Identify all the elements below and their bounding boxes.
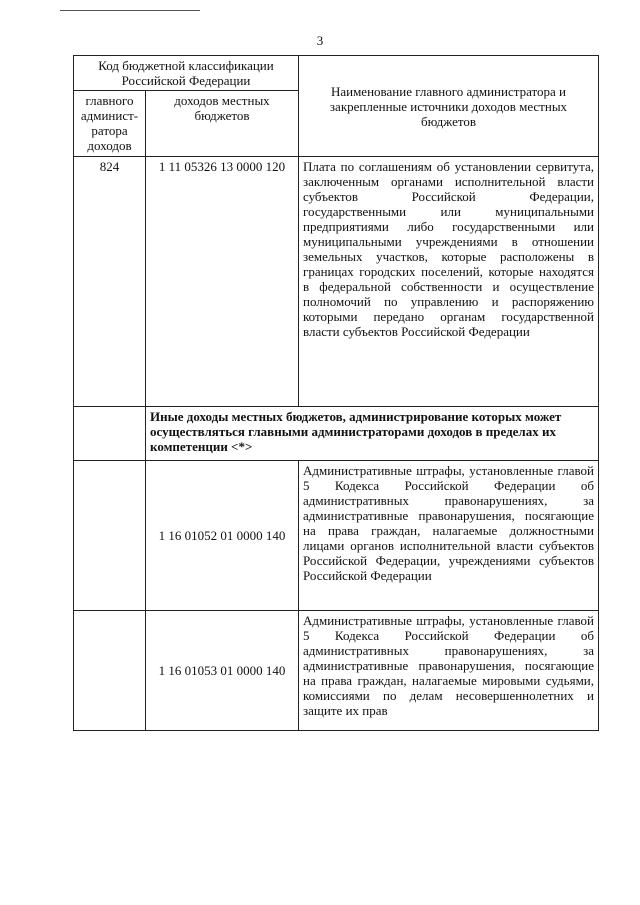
table-row <box>74 157 599 407</box>
budget-classification-table <box>73 55 599 731</box>
admin-code-cell <box>74 611 146 731</box>
admin-column-header: главного админист-ратора доходов <box>74 91 146 157</box>
description-cell: Административные штрафы, установленные главой 5 Кодекса Российской Федерации об административных правонарушениях, за административные правонарушения, посягающие на права граждан, налагаемые должностными лицами органов исполнительной власти субъектов Российской Федерации, учреждениями субъектов Российской Федерации <box>299 461 599 611</box>
admin-code-cell <box>74 461 146 611</box>
section-heading: Иные доходы местных бюджетов, администрирование которых может осуществляться главными администраторами доходов в пределах их компетенции <*> <box>146 407 599 461</box>
income-code-cell: 1 16 01053 01 0000 140 <box>146 611 299 731</box>
income-code-cell: 1 11 05326 13 0000 120 <box>146 157 299 407</box>
income-code-cell: 1 16 01052 01 0000 140 <box>146 461 299 611</box>
kbk-group-header: Код бюджетной классификации Российской Федерации <box>74 56 299 91</box>
section-heading-row <box>74 407 599 461</box>
table-row <box>74 611 599 731</box>
table-header-row <box>74 56 599 91</box>
page-number: 3 <box>316 33 324 48</box>
empty-cell <box>74 407 146 461</box>
name-column-header: Наименование главного администратора и закрепленные источники доходов местных бюджетов <box>299 56 599 157</box>
description-cell: Плата по соглашениям об установлении сервитута, заключенным органами исполнительной власти субъектов Российской Федерации, государственными или муниципальными предприятиями либо государственными или муниципальными учреждениями в отношении земельных участков, которые расположены в границах городских поселений, которые находятся в федеральной собственности и осуществление полномочий по управлению и распоряжению которыми передано органам государственной власти субъектов Российской Федерации <box>299 157 599 407</box>
description-cell: Административные штрафы, установленные главой 5 Кодекса Российской Федерации об административных правонарушениях, за административные правонарушения, посягающие на права граждан, налагаемые мировыми судьями, комиссиями по делам несовершеннолетних и защите их прав <box>299 611 599 731</box>
table-row <box>74 461 599 611</box>
income-column-header: доходов местных бюджетов <box>146 91 299 157</box>
admin-code-cell: 824 <box>74 157 146 407</box>
header-rule <box>60 10 200 11</box>
